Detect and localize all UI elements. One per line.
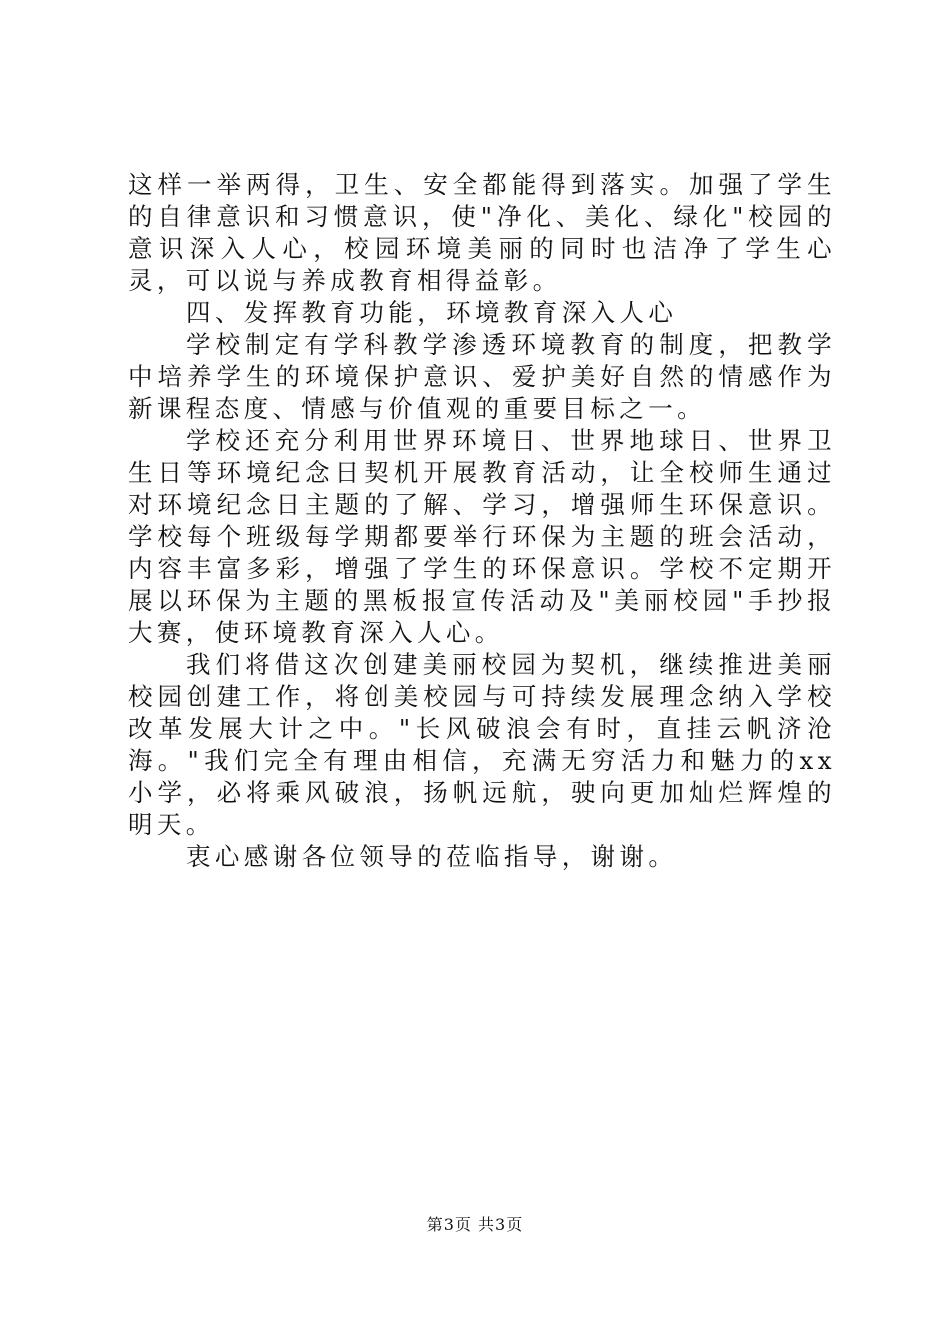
paragraph-closing-thanks: 衷心感谢各位领导的莅临指导，谢谢。 <box>186 842 678 871</box>
paragraph-future-outlook: 我们将借这次创建美丽校园为契机，继续推进美丽校园创建工作，将创美校园与可持续发展理念纳入学校改革发展大计之中。"长风破浪会有时，直挂云帆济沧海。"我们完全有理由相信，充满无穷活力和魅力的xx小学，必将乘风破浪，扬帆远航，驶向更加灿烂辉煌的明天。 <box>128 650 836 839</box>
paragraph-continuation: 这样一举两得，卫生、安全都能得到落实。加强了学生的自律意识和习惯意识，使"净化、美化、绿化"校园的意识深入人心，校园环境美丽的同时也洁净了学生心灵，可以说与养成教育相得益彰。 <box>128 170 836 295</box>
paragraph-environment-days: 学校还充分利用世界环境日、世界地球日、世界卫生日等环境纪念日契机开展教育活动，让全校师生通过对环境纪念日主题的了解、学习，增强师生环保意识。学校每个班级每学期都要举行环保为主题的班会活动，内容丰富多彩，增强了学生的环保意识。学校不定期开展以环保为主题的黑板报宣传活动及"美丽校园"手抄报大赛，使环境教育深入人心。 <box>128 426 836 647</box>
page-number: 第3页 共3页 <box>426 1215 524 1234</box>
document-body <box>128 169 836 873</box>
section-heading-four: 四、发挥教育功能，环境教育深入人心 <box>186 298 678 327</box>
paragraph-curriculum: 学校制定有学科教学渗透环境教育的制度，把教学中培养学生的环境保护意识、爱护美好自然的情感作为新课程态度、情感与价值观的重要目标之一。 <box>128 330 836 423</box>
page-footer <box>0 1215 950 1235</box>
